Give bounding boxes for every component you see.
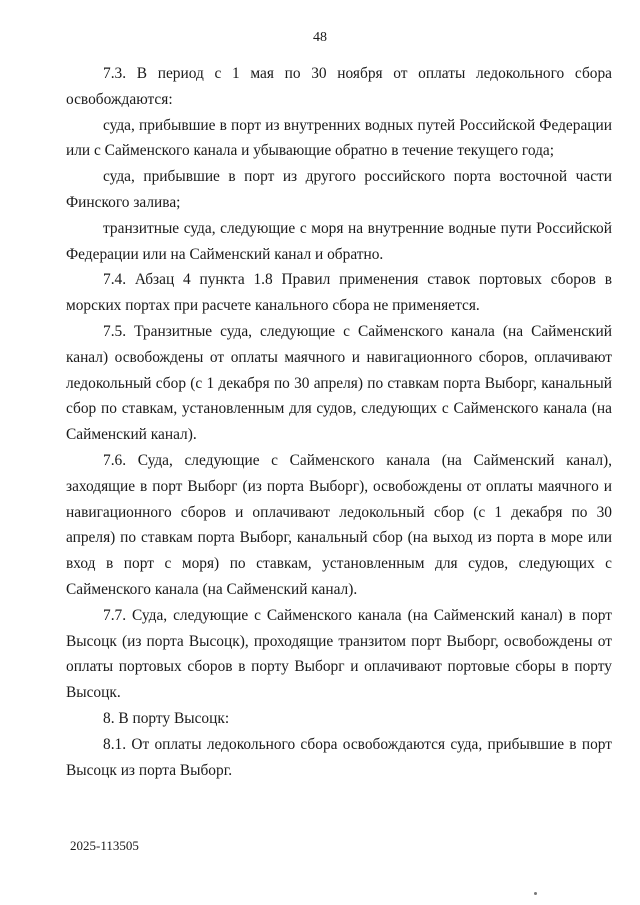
paragraph-7-5: 7.5. Транзитные суда, следующие с Сайменского канала (на Сайменский канал) освобождены от оплаты маячного и навигационного сборов, оплачивают ледокольный сбор (с 1 декабря по 30 апреля) по ставкам порта Выборг, канальный сбор по ставкам, установленным для судов, следующих с Сайменского канала (на Сайменский канал).	[66, 322, 612, 444]
document-body	[66, 61, 612, 783]
scan-mark	[534, 892, 537, 895]
paragraph-7-3-item-2: суда, прибывшие в порт из другого российского порта восточной части Финского залива;	[66, 168, 612, 211]
paragraph-8: 8. В порту Высоцк:	[103, 709, 230, 727]
paragraph-7-3-item-3: транзитные суда, следующие с моря на внутренние водные пути Российской Федерации или на Сайменский канал и обратно.	[66, 219, 612, 263]
paragraph-7-4: 7.4. Абзац 4 пункта 1.8 Правил применения ставок портовых сборов в морских портах при расчете канального сбора не применяется.	[66, 271, 612, 315]
paragraph-7-6: 7.6. Суда, следующие с Сайменского канала (на Сайменский канал), заходящие в порт Выборг (из порта Выборг), освобождены от оплаты маячного и навигационного сборов и оплачивают ледокольный сбор (с 1 декабря по 30 апреля) по ставкам порта Выборг, канальный сбор (на выход из порта в море или вход в порт с моря) по ставкам, установленным для судов, следующих с Сайменского канала (на Сайменский канал).	[66, 451, 612, 598]
page-number: 48	[313, 30, 327, 45]
paragraph-7-3: 7.3. В период с 1 мая по 30 ноября от оплаты ледокольного сбора освобождаются:	[66, 65, 612, 108]
paragraph-7-7: 7.7. Суда, следующие с Сайменского канала (на Сайменский канал) в порт Высоцк (из порта Высоцк), проходящие транзитом порт Выборг, освобождены от оплаты портовых сборов в порту Выборг и оплачивают портовые сборы в порту Высоцк.	[66, 606, 612, 702]
document-code: 2025-113505	[70, 838, 139, 853]
paragraph-7-3-item-1: суда, прибывшие в порт из внутренних водных путей Российской Федерации или с Сайменского канала и убывающие обратно в течение текущего года;	[66, 116, 612, 160]
paragraph-8-1: 8.1. От оплаты ледокольного сбора освобождаются суда, прибывшие в порт Высоцк из порта Выборг.	[66, 735, 612, 779]
